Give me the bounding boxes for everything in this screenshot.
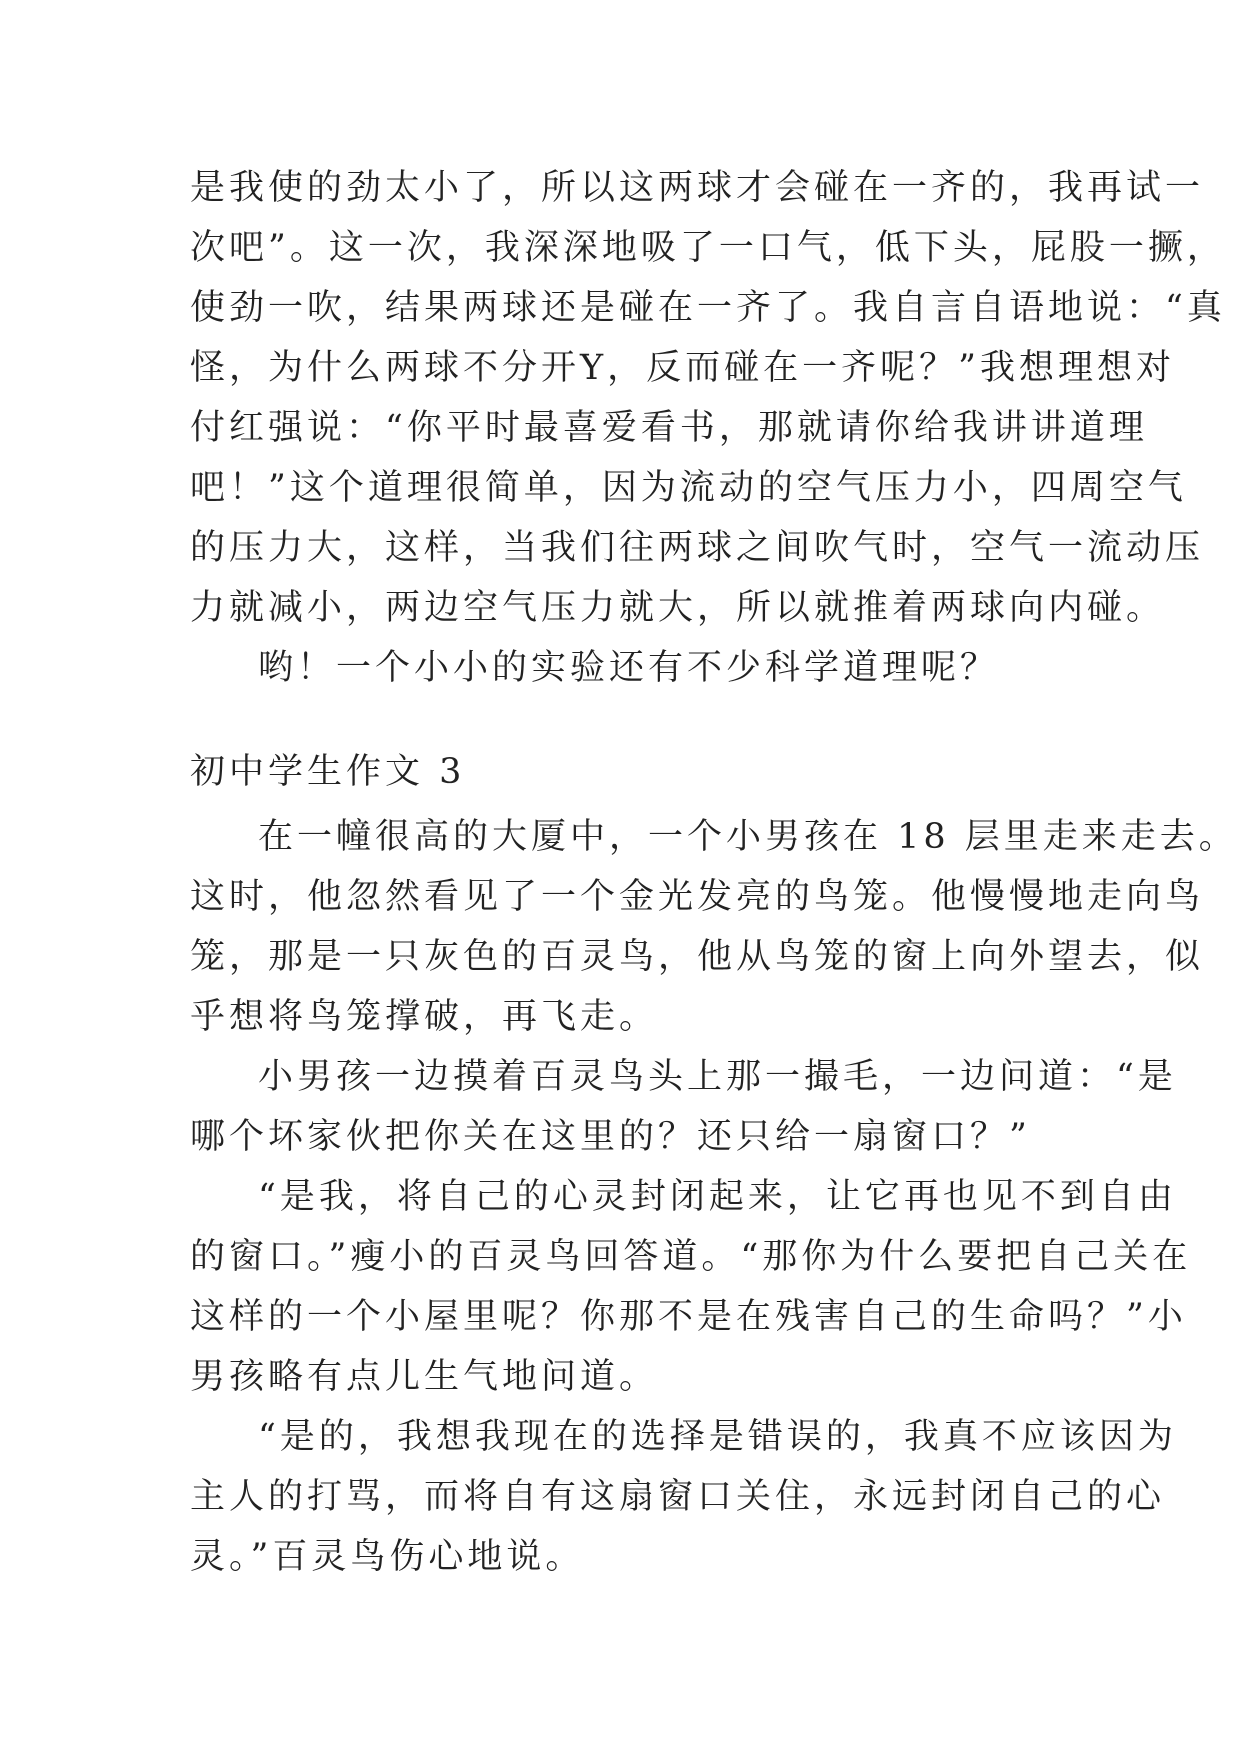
text-line: 乎想将鸟笼撑破，再飞走。 (190, 997, 659, 1037)
text-line: 是我使的劲太小了，所以这两球才会碰在一齐的，我再试一 (190, 168, 1205, 208)
text-line: 这时，他忽然看见了一个金光发亮的鸟笼。他慢慢地走向鸟 (190, 877, 1205, 917)
text-line: 灵。”百灵鸟伤心地说。 (190, 1537, 585, 1577)
text-line: 笼，那是一只灰色的百灵鸟，他从鸟笼的窗上向外望去，似 (190, 937, 1205, 977)
text-line: 付红强说：“你平时最喜爱看书，那就请你给我讲讲道理 (190, 408, 1148, 448)
text-line: 力就减小，两边空气压力就大，所以就推着两球向内碰。 (190, 588, 1166, 628)
text-line: 的压力大，这样，当我们往两球之间吹气时，空气一流动压 (190, 528, 1205, 568)
text-line: 哪个坏家伙把你关在这里的？还只给一扇窗口？” (190, 1117, 1031, 1157)
text-line: 这样的一个小屋里呢？你那不是在残害自己的生命吗？”小 (190, 1297, 1187, 1337)
text-line: 使劲一吹，结果两球还是碰在一齐了。我自言自语地说：“真 (190, 288, 1226, 328)
paragraph-first-line: “是我，将自己的心灵封闭起来，让它再也见不到自由 (258, 1177, 1177, 1217)
paragraph-first-line: 小男孩一边摸着百灵鸟头上那一撮毛，一边问道：“是 (258, 1057, 1177, 1097)
paragraph-first-line: “是的，我想我现在的选择是错误的，我真不应该因为 (258, 1417, 1177, 1457)
text-line: 主人的打骂，而将自有这扇窗口关住，永远封闭自己的心 (190, 1477, 1166, 1517)
text-line: 次吧”。这一次，我深深地吸了一口气，低下头，屁股一撅， (190, 228, 1226, 268)
text-line: 的窗口。”瘦小的百灵鸟回答道。“那你为什么要把自己关在 (190, 1237, 1192, 1277)
paragraph-first-line: 在一幢很高的大厦中，一个小男孩在 18 层里走来走去。 (258, 817, 1238, 857)
paragraph-first-line: 哟！一个小小的实验还有不少科学道理呢？ (258, 648, 1000, 688)
text-line: 吧！”这个道理很简单，因为流动的空气压力小，四周空气 (190, 468, 1187, 508)
section-heading: 初中学生作文 3 (190, 752, 466, 792)
text-line: 怪，为什么两球不分开Y，反而碰在一齐呢？”我想理想对 (190, 348, 1176, 388)
text-line: 男孩略有点儿生气地问道。 (190, 1357, 659, 1397)
